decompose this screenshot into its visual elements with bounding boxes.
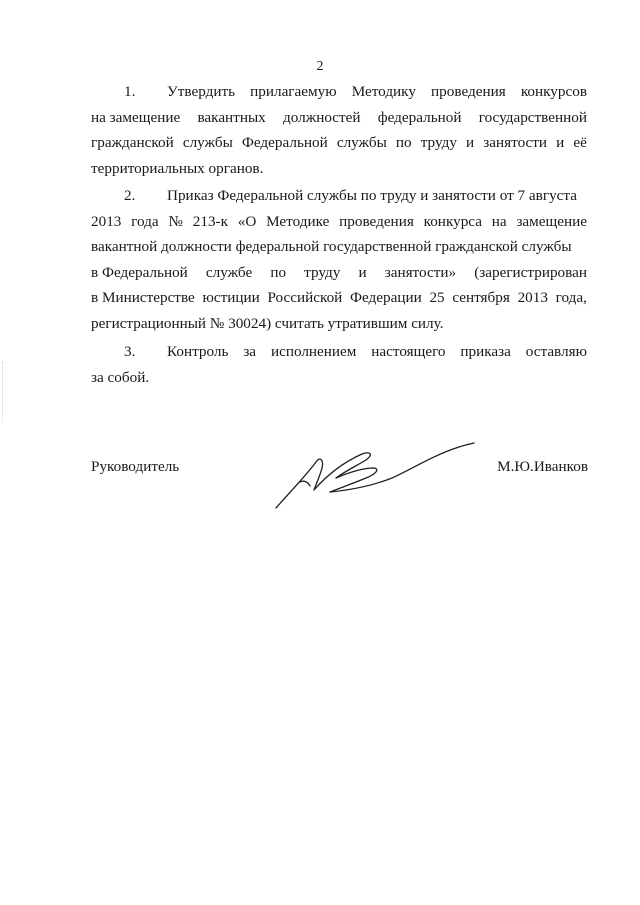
word: занятости» bbox=[384, 263, 457, 281]
text-line bbox=[91, 156, 587, 182]
word: Методике bbox=[266, 212, 330, 230]
word: замещение bbox=[516, 212, 587, 230]
word: по bbox=[270, 263, 287, 281]
word: настоящего bbox=[371, 343, 446, 360]
page-number: 2 bbox=[316, 59, 324, 74]
word: Федеральной bbox=[241, 134, 328, 151]
word: территориальных органов. bbox=[91, 159, 264, 177]
word: за bbox=[243, 343, 257, 360]
text-line bbox=[91, 365, 587, 391]
word: труду bbox=[420, 134, 457, 151]
word: (зарегистрирован bbox=[474, 263, 587, 281]
word: Методику bbox=[351, 83, 416, 100]
word: гражданской bbox=[91, 134, 174, 151]
word: службы bbox=[336, 134, 387, 151]
word: года bbox=[131, 212, 159, 230]
paragraph-1 bbox=[91, 79, 587, 181]
word: прилагаемую bbox=[250, 83, 337, 100]
paragraph-number: 3. bbox=[124, 343, 136, 360]
paragraph-number: 1. bbox=[124, 83, 136, 100]
word: 25 bbox=[429, 289, 445, 306]
paragraph-number: 2. bbox=[124, 187, 136, 204]
word: Утвердить bbox=[167, 83, 236, 100]
word: в Федеральной bbox=[91, 263, 188, 281]
text-line bbox=[91, 260, 587, 286]
word: № bbox=[168, 212, 183, 230]
word: 2013 bbox=[517, 289, 548, 306]
word: проведения bbox=[431, 83, 506, 100]
text-line bbox=[91, 209, 587, 235]
handwritten-signature bbox=[270, 432, 480, 514]
word: юстиции bbox=[202, 289, 260, 306]
word: конкурсов bbox=[520, 83, 587, 100]
word: её bbox=[573, 134, 587, 151]
word: государственной bbox=[478, 108, 587, 126]
word: службы bbox=[182, 134, 233, 151]
text-line bbox=[91, 285, 587, 311]
word: труду bbox=[304, 263, 341, 281]
word: на bbox=[491, 212, 507, 230]
word: исполнением bbox=[270, 343, 357, 360]
word: по bbox=[395, 134, 412, 151]
word: 2013 bbox=[91, 212, 122, 230]
word: на замещение bbox=[91, 108, 181, 126]
word: регистрационный № 30024) считать утратившим силу. bbox=[91, 314, 444, 332]
paragraph-3 bbox=[91, 339, 587, 390]
text-line bbox=[91, 130, 587, 156]
word: в Министерстве bbox=[91, 289, 195, 306]
word: сентября bbox=[452, 289, 510, 306]
word: оставляю bbox=[525, 343, 587, 360]
text-line bbox=[91, 105, 587, 131]
word: проведения bbox=[339, 212, 414, 230]
paragraph-2 bbox=[91, 183, 587, 336]
word: и bbox=[466, 134, 475, 151]
word: и bbox=[556, 134, 565, 151]
word: 213-к bbox=[192, 212, 228, 230]
word: года, bbox=[555, 289, 587, 306]
text-line bbox=[91, 234, 587, 260]
signatory-title: Руководитель bbox=[91, 458, 180, 475]
word: должностей bbox=[283, 108, 361, 126]
text-line bbox=[91, 183, 587, 209]
word: федеральной bbox=[377, 108, 462, 126]
word: Контроль bbox=[167, 343, 229, 360]
word: за собой. bbox=[91, 368, 150, 386]
word: Федерации bbox=[350, 289, 422, 306]
word: и bbox=[358, 263, 367, 281]
text-line bbox=[91, 79, 587, 105]
word: приказа bbox=[460, 343, 511, 360]
word: «О bbox=[237, 212, 257, 230]
word: занятости bbox=[483, 134, 548, 151]
word: вакантных bbox=[197, 108, 266, 126]
word: службе bbox=[205, 263, 253, 281]
word: конкурса bbox=[423, 212, 482, 230]
scan-artifact bbox=[2, 362, 5, 422]
word: вакантной должности федеральной государственной гражданской службы bbox=[91, 238, 572, 255]
word: Российской bbox=[267, 289, 343, 306]
text-line bbox=[91, 311, 587, 337]
text-line bbox=[91, 339, 587, 365]
signatory-name: М.Ю.Иванков bbox=[497, 458, 588, 475]
word: Приказ Федеральной службы по труду и занятости от 7 августа bbox=[167, 187, 577, 204]
